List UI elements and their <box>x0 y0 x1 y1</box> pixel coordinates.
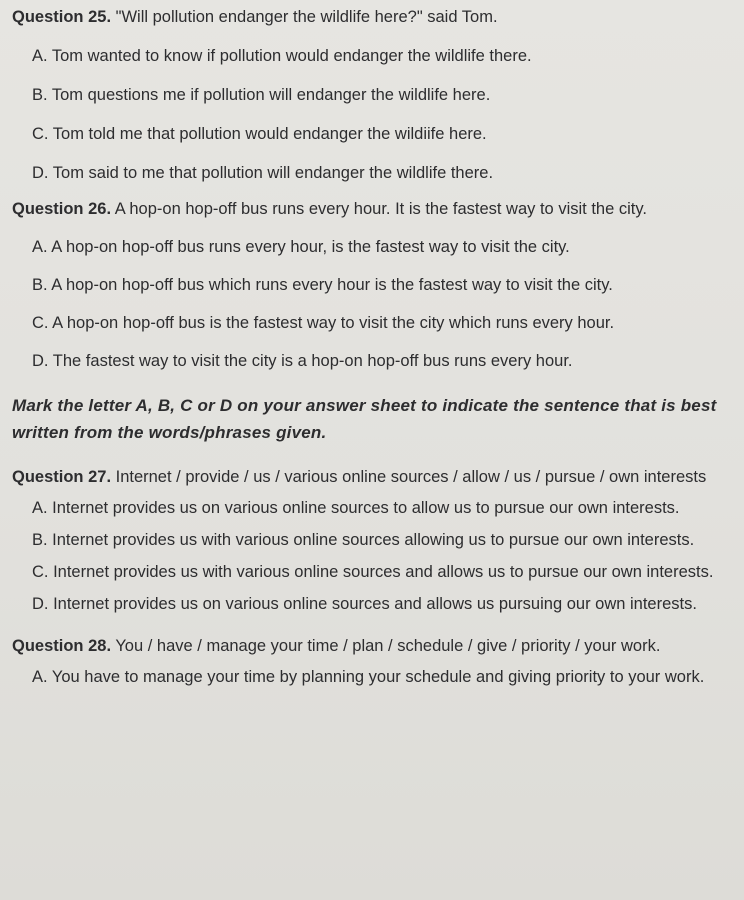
option-d: D. The fastest way to visit the city is a hop-on hop-off bus runs every hour. <box>32 352 573 370</box>
option-d: D. Internet provides us on various online sources and allows us pursuing our own interests. <box>32 595 697 613</box>
option-d: D. Tom said to me that pollution will endanger the wildlife there. <box>32 164 494 182</box>
section-instruction: Mark the letter A, B, C or D on your answer sheet to indicate the sentence that is best written from the words/phrases given. <box>12 396 717 442</box>
question-26 <box>12 198 720 372</box>
question-28 <box>12 633 720 692</box>
option-a: A. You have to manage your time by planning your schedule and giving priority to your work. <box>32 668 705 686</box>
option-a: A. Tom wanted to know if pollution would endanger the wildlife there. <box>32 47 532 65</box>
question-stem <box>12 633 720 660</box>
question-stem <box>12 198 720 220</box>
question-label: Question 25. <box>12 8 112 26</box>
question-text: "Will pollution endanger the wildlife here?" said Tom. <box>111 8 498 26</box>
question-text: Internet / provide / us / various online sources / allow / us / pursue / own interests <box>111 468 707 486</box>
option-c: C. A hop-on hop-off bus is the fastest way to visit the city which runs every hour. <box>32 314 615 332</box>
question-text: A hop-on hop-off bus runs every hour. It is the fastest way to visit the city. <box>111 200 647 218</box>
option-b: B. Internet provides us with various online sources allowing us to pursue our own interests. <box>32 531 695 549</box>
question-stem <box>12 6 720 28</box>
option-a: A. Internet provides us on various online sources to allow us to pursue our own interests. <box>32 499 680 517</box>
question-label: Question 28. <box>12 637 112 655</box>
question-label: Question 26. <box>12 200 112 218</box>
question-25 <box>12 6 720 184</box>
option-c: C. Internet provides us with various online sources and allows us to pursue our own interests. <box>32 563 714 581</box>
option-b: B. A hop-on hop-off bus which runs every hour is the fastest way to visit the city. <box>32 276 613 294</box>
question-27 <box>12 464 720 619</box>
question-label: Question 27. <box>12 468 112 486</box>
question-text: You / have / manage your time / plan / schedule / give / priority / your work. <box>111 637 661 655</box>
option-a: A. A hop-on hop-off bus runs every hour, is the fastest way to visit the city. <box>32 238 570 256</box>
option-b: B. Tom questions me if pollution will endanger the wildlife here. <box>32 86 491 104</box>
question-stem <box>12 464 720 491</box>
option-c: C. Tom told me that pollution would endanger the wildiife here. <box>32 125 487 143</box>
